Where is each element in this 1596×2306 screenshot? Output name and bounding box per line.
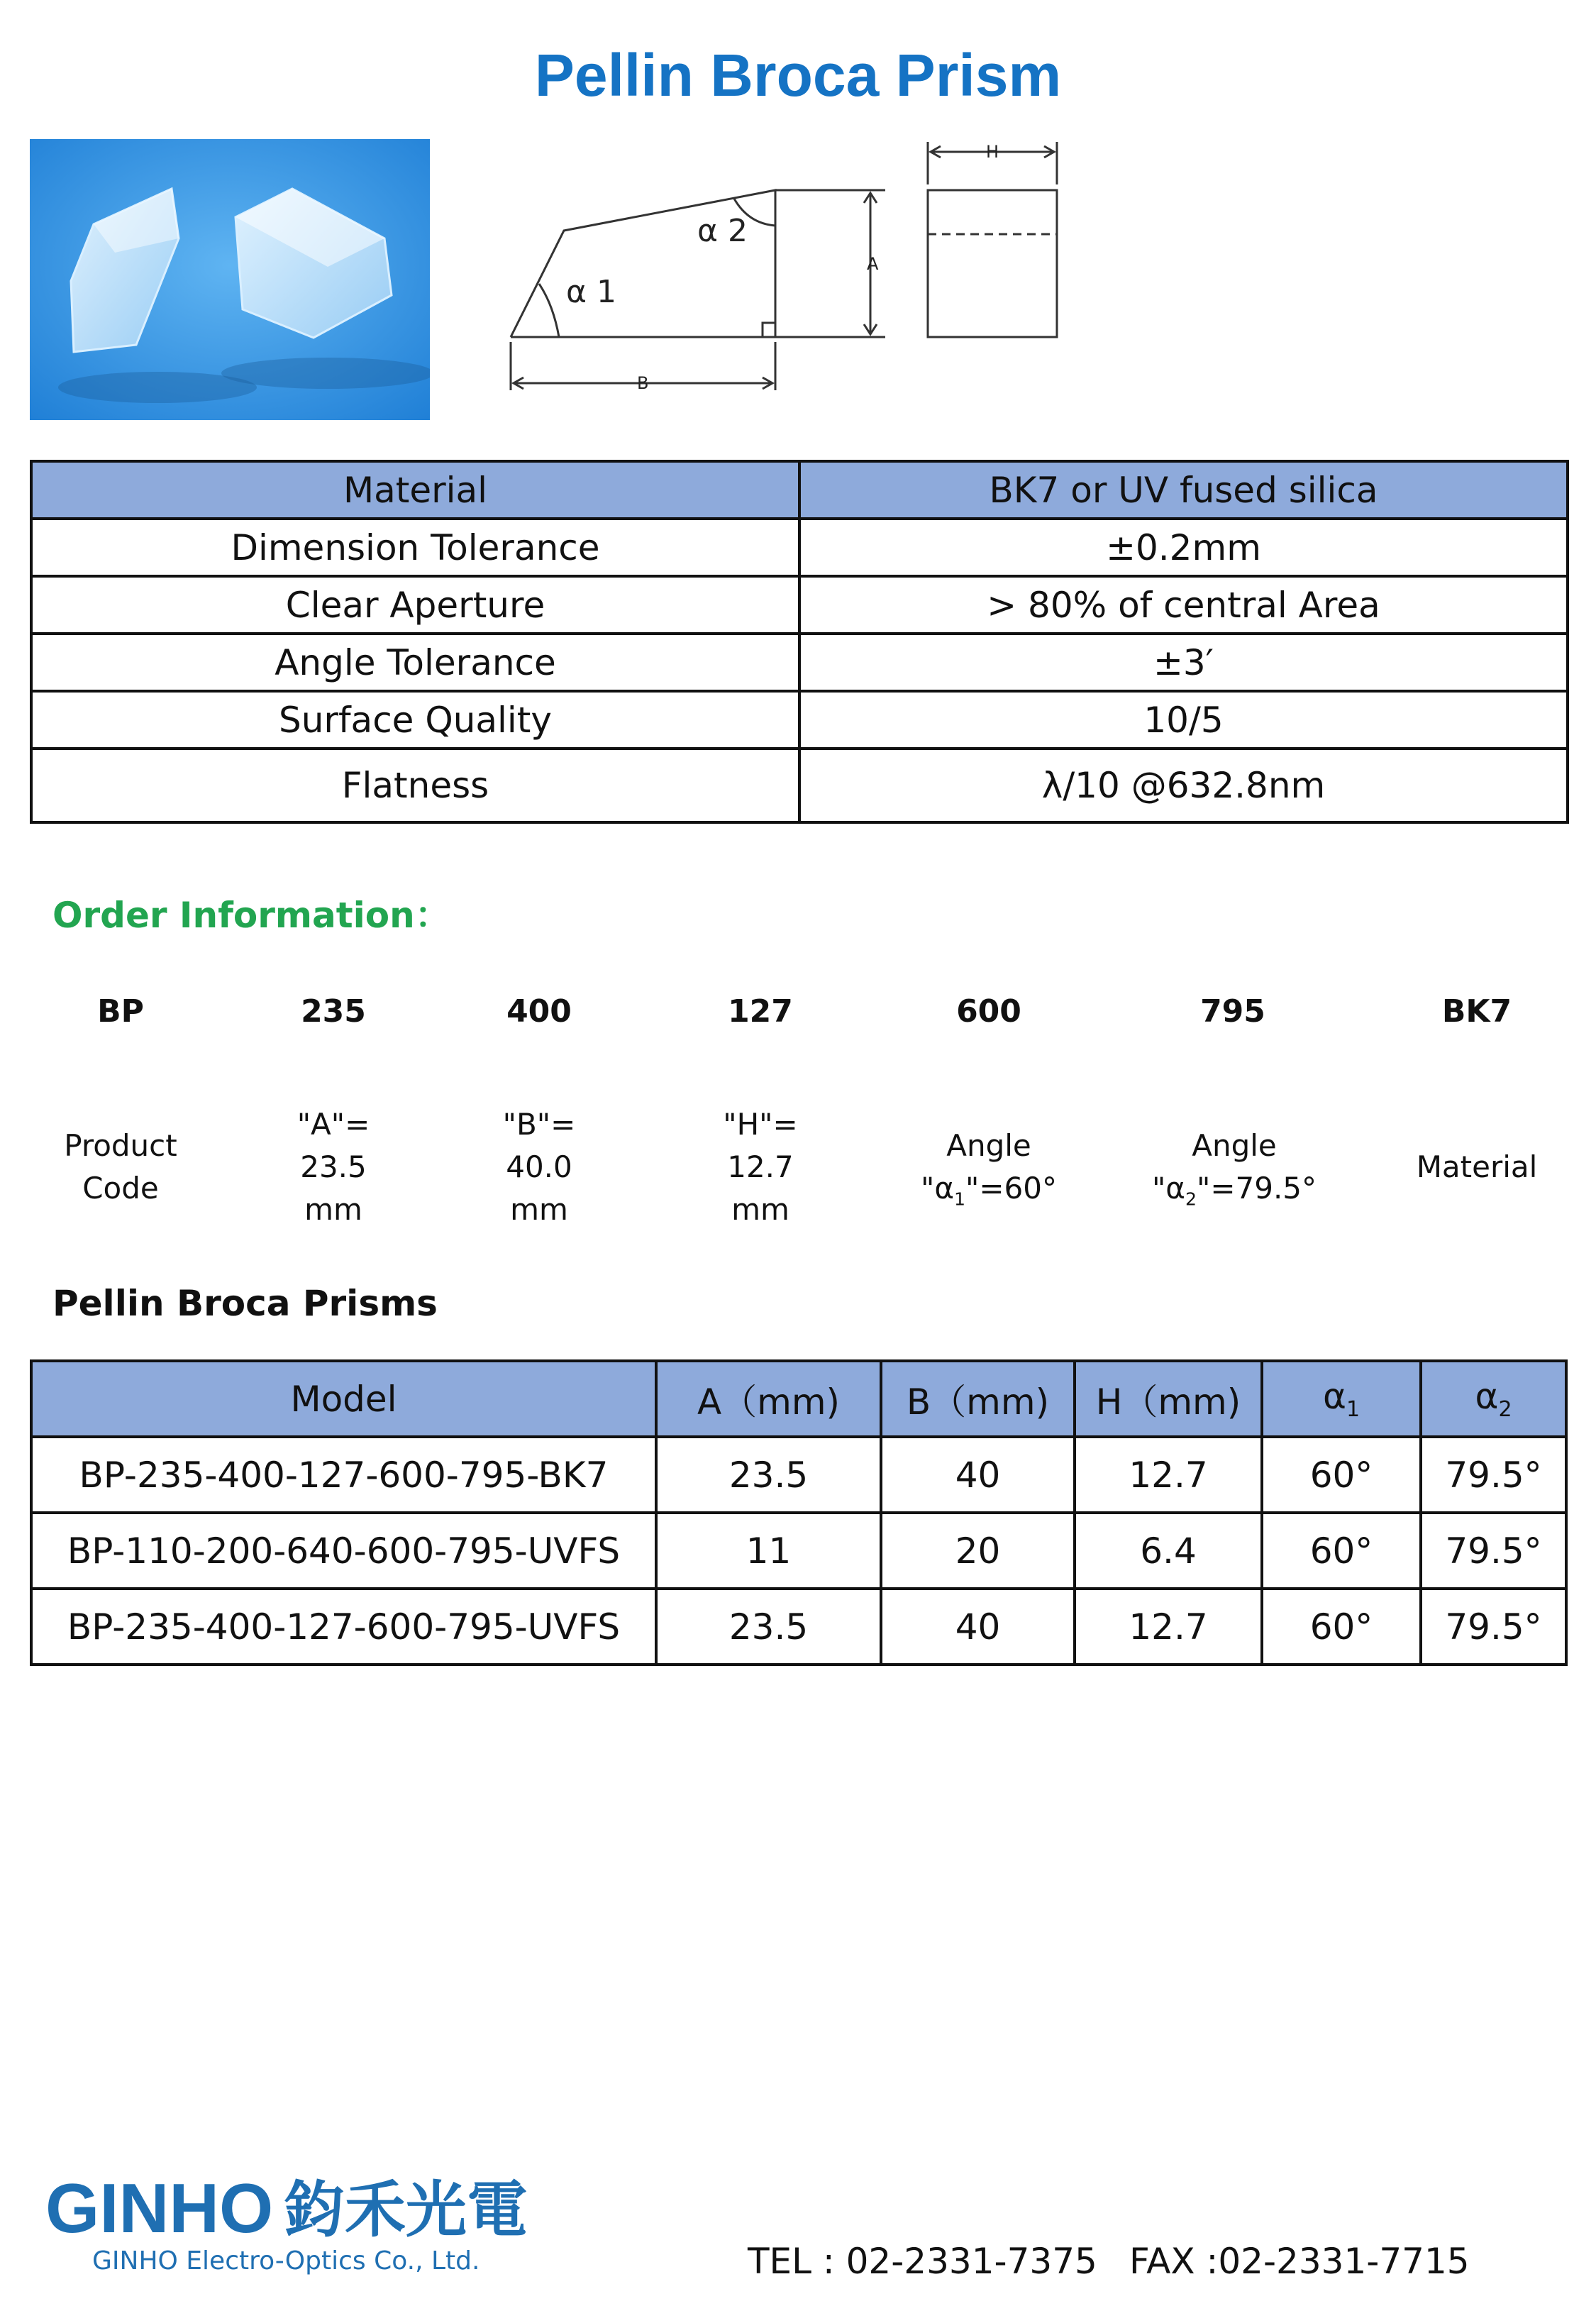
prisms-heading: Pellin Broca Prisms xyxy=(52,1283,438,1324)
col-h: H（mm) xyxy=(1075,1361,1262,1437)
spec-value: BK7 or UV fused silica xyxy=(799,461,1568,519)
spec-row xyxy=(31,749,1568,822)
spec-value: ±3′ xyxy=(799,634,1568,691)
order-desc-h: "H"= 12.7 mm xyxy=(723,1107,798,1227)
alpha1-label: α 1 xyxy=(566,274,616,310)
order-code-a: 235 xyxy=(301,993,366,1030)
prism-photo xyxy=(30,139,430,420)
order-code-b: 400 xyxy=(506,993,572,1030)
alpha2-label: α 2 xyxy=(697,213,748,249)
dim-h-label: H xyxy=(986,142,999,162)
spec-value: > 80% of central Area xyxy=(799,576,1568,634)
cell-model: BP-235-400-127-600-795-UVFS xyxy=(31,1589,656,1665)
models-header-row xyxy=(31,1361,1566,1437)
cell-alpha1: 60° xyxy=(1262,1513,1421,1589)
order-desc-a: "A"= 23.5 mm xyxy=(297,1107,370,1227)
table-row xyxy=(31,1513,1566,1589)
spec-row xyxy=(31,576,1568,634)
spec-label: Dimension Tolerance xyxy=(31,519,799,576)
spec-label: Material xyxy=(31,461,799,519)
order-desc-alpha2: Angle "$\alpha_2"=79.5^\circ$ xyxy=(1151,1128,1317,1210)
order-code-h: 127 xyxy=(728,993,793,1030)
cell-b: 40 xyxy=(881,1437,1075,1513)
cell-h: 12.7 xyxy=(1075,1437,1262,1513)
table-row xyxy=(31,1589,1566,1665)
footer-fax: FAX :02-2331-7715 xyxy=(1129,2241,1470,2282)
spec-label: Flatness xyxy=(31,749,799,822)
cell-a: 11 xyxy=(656,1513,881,1589)
logo-cjk: 鈞禾光電 xyxy=(284,2175,528,2246)
logo-latin: GINHO xyxy=(45,2170,274,2247)
company-logo xyxy=(45,2170,592,2276)
order-desc-b: "B"= 40.0 mm xyxy=(502,1107,576,1227)
cell-alpha1: 60° xyxy=(1262,1437,1421,1513)
order-code-alpha1: 600 xyxy=(956,993,1021,1030)
spec-row xyxy=(31,691,1568,749)
cell-alpha1: 60° xyxy=(1262,1589,1421,1665)
spec-label: Surface Quality xyxy=(31,691,799,749)
spec-row xyxy=(31,461,1568,519)
col-alpha1: $\alpha_1$ xyxy=(1262,1361,1421,1437)
cell-h: 6.4 xyxy=(1075,1513,1262,1589)
spec-row xyxy=(31,519,1568,576)
footer-tel: TEL : 02-2331-7375 xyxy=(748,2241,1097,2282)
cell-b: 20 xyxy=(881,1513,1075,1589)
order-code-alpha2: 795 xyxy=(1200,993,1265,1030)
table-row xyxy=(31,1437,1566,1513)
spec-value: 10/5 xyxy=(799,691,1568,749)
spec-table xyxy=(30,460,1569,824)
order-desc-alpha1: Angle "$\alpha_1"=60^\circ$ xyxy=(921,1128,1057,1210)
cell-alpha2: 79.5° xyxy=(1421,1437,1566,1513)
company-name: GINHO Electro-Optics Co., Ltd. xyxy=(92,2246,480,2275)
order-code-material: BK7 xyxy=(1441,993,1512,1030)
cell-b: 40 xyxy=(881,1589,1075,1665)
spec-label: Angle Tolerance xyxy=(31,634,799,691)
cell-alpha2: 79.5° xyxy=(1421,1513,1566,1589)
models-table xyxy=(30,1359,1568,1666)
spec-value: λ/10 @632.8nm xyxy=(799,749,1568,822)
order-desc-material: Material xyxy=(1416,1149,1538,1184)
order-desc-bp: Product Code xyxy=(64,1128,177,1206)
col-b: B（mm) xyxy=(881,1361,1075,1437)
spec-row xyxy=(31,634,1568,691)
order-code-bp: BP xyxy=(97,993,144,1030)
cell-a: 23.5 xyxy=(656,1437,881,1513)
order-info-heading: Order Information： xyxy=(52,895,450,936)
col-a: A（mm) xyxy=(656,1361,881,1437)
dim-a-label: A xyxy=(867,254,879,274)
page-title: Pellin Broca Prism xyxy=(534,42,1062,109)
cell-a: 23.5 xyxy=(656,1589,881,1665)
col-model: Model xyxy=(31,1361,656,1437)
dim-b-label: B xyxy=(637,373,649,393)
prism-diagram xyxy=(497,135,1064,404)
cell-alpha2: 79.5° xyxy=(1421,1589,1566,1665)
col-alpha2: $\alpha_2$ xyxy=(1421,1361,1566,1437)
cell-h: 12.7 xyxy=(1075,1589,1262,1665)
cell-model: BP-235-400-127-600-795-BK7 xyxy=(31,1437,656,1513)
cell-model: BP-110-200-640-600-795-UVFS xyxy=(31,1513,656,1589)
spec-label: Clear Aperture xyxy=(31,576,799,634)
spec-value: ±0.2mm xyxy=(799,519,1568,576)
